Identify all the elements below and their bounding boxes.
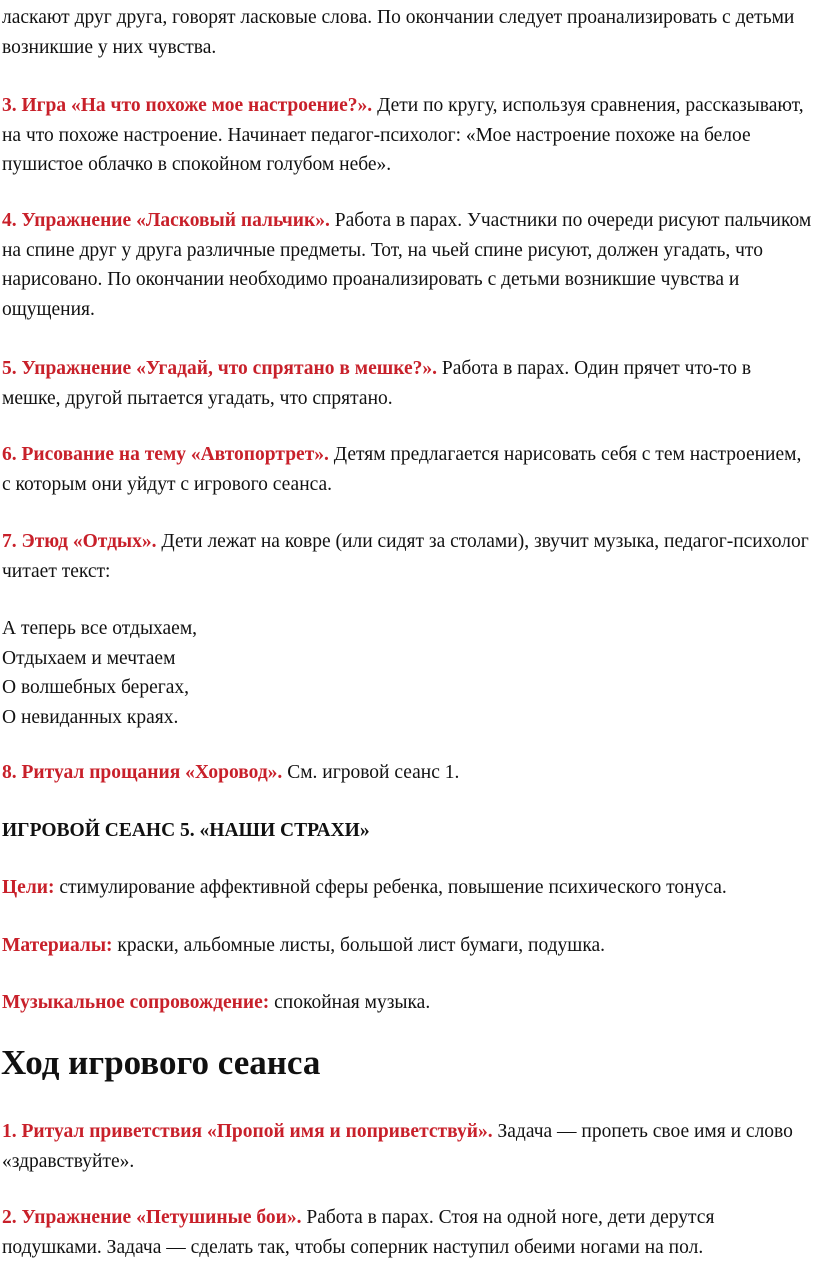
paragraph-text: Детям предлагается нарисовать себя с тем настроением, с которым они уйдут с игрового сеанса.	[2, 444, 802, 495]
session-title: ИГРОВОЙ СЕАНС 5. «НАШИ СТРАХИ»	[2, 820, 370, 841]
paragraph-music	[2, 988, 814, 1018]
paragraph-etude-7	[2, 527, 814, 586]
paragraph-goals	[2, 873, 814, 903]
paragraph-step-2	[2, 1203, 814, 1262]
poem-line: О волшебных берегах,	[2, 677, 190, 698]
paragraph-text: ласкают друг друга, говорят ласковые слова. По окончании следует проанализировать с детьми возникшие у них чувства.	[2, 7, 795, 58]
paragraph-text: Задача — пропеть свое имя и слово «здравствуйте».	[2, 1121, 793, 1172]
paragraph-title: 1. Ритуал приветствия «Пропой имя и поприветствуй».	[2, 1121, 493, 1142]
paragraph-text: Работа в парах. Стоя на одной ноге, дети дерутся подушками. Задача — сделать так, чтобы соперник наступил обеими ногами на пол.	[2, 1207, 715, 1258]
paragraph-title: 7. Этюд «Отдых».	[2, 531, 157, 552]
paragraph-game-3	[2, 91, 814, 180]
paragraph-text: См. игровой сеанс 1.	[282, 762, 460, 783]
paragraph-title: 4. Упражнение «Ласковый пальчик».	[2, 210, 330, 231]
music-label: Музыкальное сопровождение:	[2, 992, 270, 1013]
poem	[2, 614, 814, 732]
goals-label: Цели:	[2, 877, 55, 898]
poem-line: О невиданных краях.	[2, 706, 179, 728]
poem-line: А теперь все отдыхаем,	[2, 618, 198, 639]
paragraph-title: 2. Упражнение «Петушиные бои».	[2, 1207, 302, 1228]
paragraph-exercise-4	[2, 206, 814, 324]
materials-label: Материалы:	[2, 935, 113, 956]
paragraph-title: 5. Упражнение «Угадай, что спрятано в мешке?».	[2, 358, 437, 379]
paragraph-text: Дети лежат на ковре (или сидят за столами), звучит музыка, педагог-психолог читает текст:	[2, 531, 809, 582]
music-text: спокойная музыка.	[269, 992, 431, 1013]
paragraph-exercise-5	[2, 354, 814, 413]
paragraph-materials	[2, 931, 814, 961]
paragraph-text: Дети по кругу, используя сравнения, рассказывают, на что похоже настроение. Начинает педагог-психолог: «Мое настроение похоже на белое пушистое облачко в спокойном голубом небе».	[2, 95, 804, 175]
paragraph-step-1	[2, 1117, 814, 1176]
paragraph-intro	[2, 3, 814, 62]
materials-text: краски, альбомные листы, большой лист бумаги, подушка.	[112, 935, 606, 956]
goals-text: стимулирование аффективной сферы ребенка, повышение психического тонуса.	[54, 877, 727, 898]
paragraph-drawing-6	[2, 440, 814, 499]
paragraph-title: 8. Ритуал прощания «Хоровод».	[2, 762, 283, 783]
section-heading: Ход игрового сеанса	[1, 1043, 321, 1082]
poem-line: Отдыхаем и мечтаем	[2, 647, 176, 669]
paragraph-title: 3. Игра «На что похоже мое настроение?».	[2, 95, 373, 116]
paragraph-title: 6. Рисование на тему «Автопортрет».	[2, 444, 329, 465]
paragraph-text: Работа в парах. Один прячет что-то в мешке, другой пытается угадать, что спрятано.	[2, 358, 752, 409]
paragraph-ritual-8	[2, 758, 814, 788]
paragraph-text: Работа в парах. Участники по очереди рисуют пальчиком на спине друг у друга различные предметы. Тот, на чьей спине рисуют, должен угадать, что нарисовано. По окончании необходимо проанализировать с детьми возникшие чувства и ощущения.	[2, 210, 812, 320]
